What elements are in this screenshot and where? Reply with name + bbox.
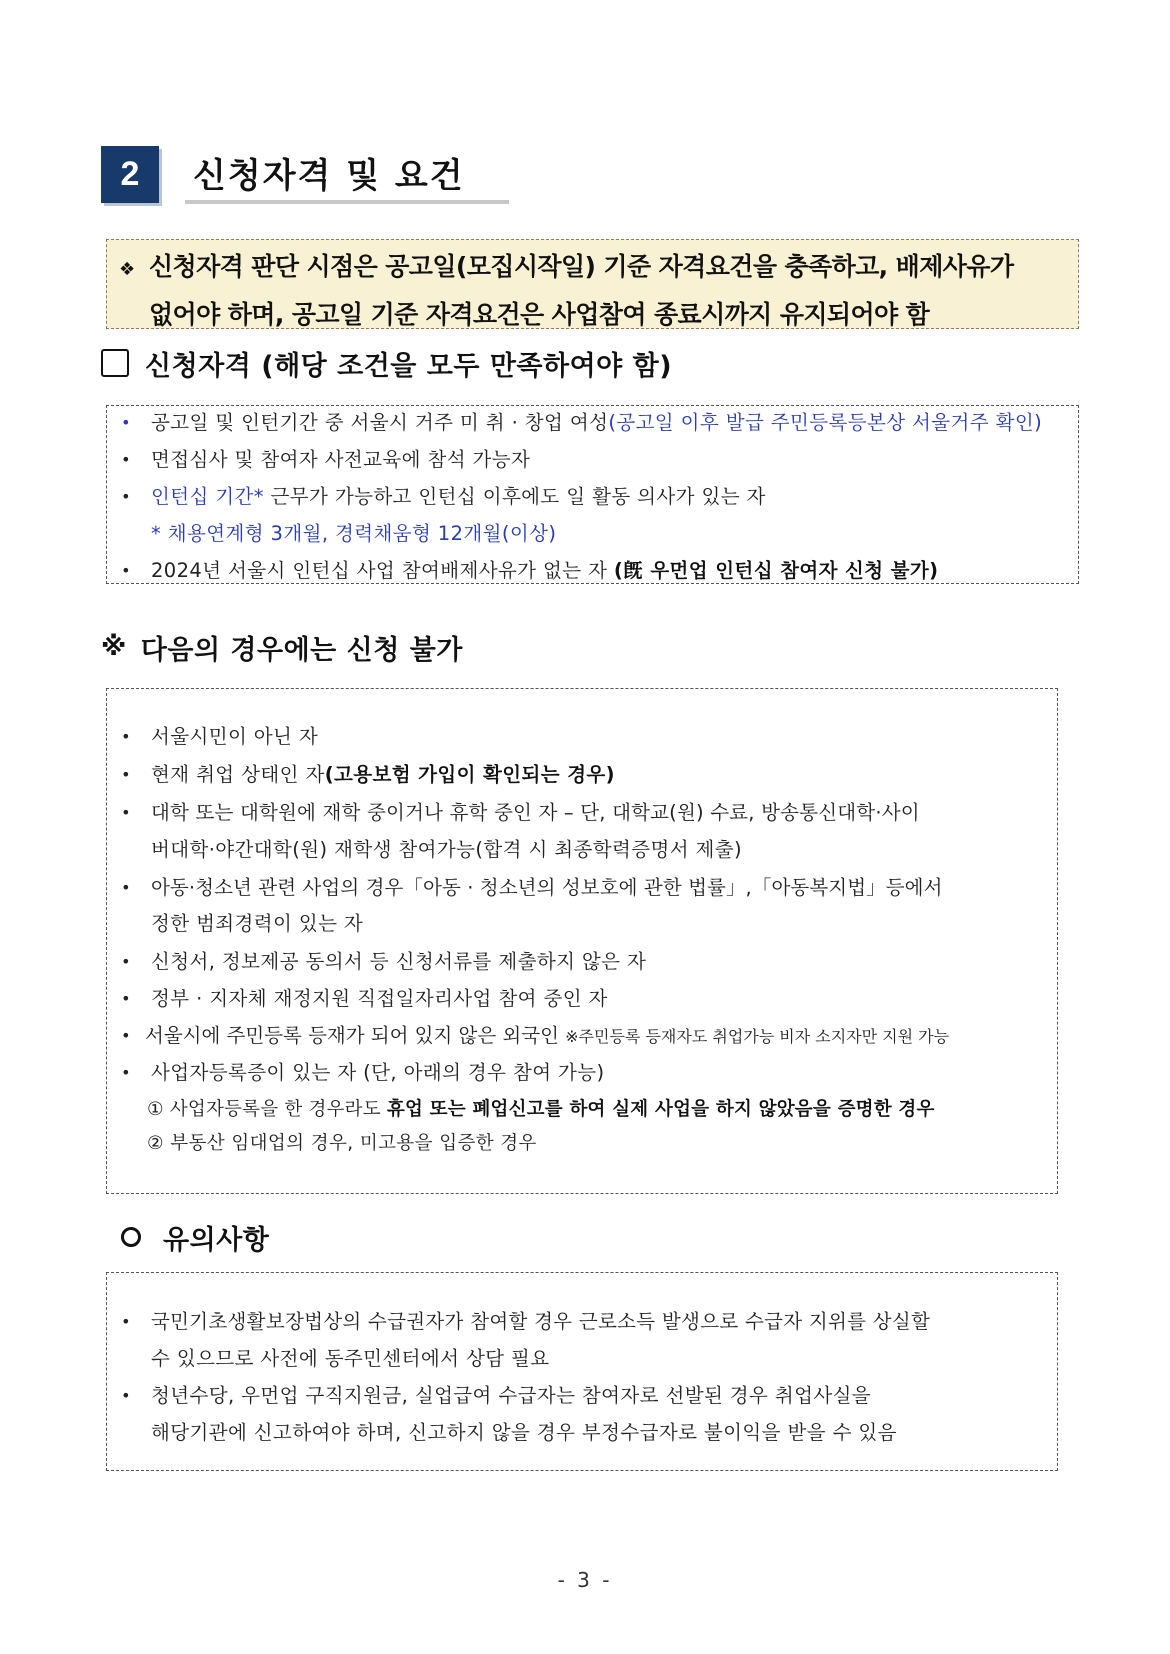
ineligible-box bbox=[106, 688, 1058, 1194]
bullet-icon: • bbox=[121, 878, 131, 897]
bullet-icon: • bbox=[121, 952, 131, 971]
bullet-icon: • bbox=[121, 1312, 131, 1331]
item-note: ※주민등록 등재자도 취업가능 비자 소지자만 지원 가능 bbox=[565, 1027, 950, 1046]
list-item-text bbox=[147, 1095, 935, 1125]
item-highlight: 인턴십 기간* bbox=[151, 485, 264, 508]
list-item-text: 정한 범죄경력이 있는 자 bbox=[151, 912, 364, 935]
list-item-text bbox=[151, 760, 615, 790]
list-item-text bbox=[151, 408, 1042, 438]
list-item-text bbox=[151, 482, 766, 512]
cautions-box bbox=[106, 1272, 1058, 1471]
section-title: 신청자격 및 요건 bbox=[193, 155, 465, 196]
list-item-text: 사업자등록증이 있는 자 (단, 아래의 경우 참여 가능) bbox=[151, 1061, 605, 1084]
reference-mark-icon: ※ bbox=[101, 632, 127, 662]
item-text: 2024년 서울시 인턴십 사업 참여배제사유가 없는 자 bbox=[151, 559, 614, 582]
list-item-text: 면접심사 및 참여자 사전교육에 참석 가능자 bbox=[151, 448, 531, 471]
cautions-heading bbox=[101, 1217, 269, 1257]
bullet-icon: • bbox=[121, 413, 131, 432]
item-emphasis: (旣 우먼업 인턴십 참여자 신청 불가) bbox=[613, 559, 939, 582]
cautions-heading-text: 유의사항 bbox=[163, 1224, 270, 1256]
bullet-icon: • bbox=[121, 727, 131, 746]
item-note: (공고일 이후 발급 주민등록등본상 서울거주 확인) bbox=[608, 411, 1043, 434]
bullet-icon: • bbox=[121, 561, 131, 580]
list-item-text: ② 부동산 임대업의 경우, 미고용을 입증한 경우 bbox=[147, 1133, 537, 1154]
item-text: 근무가 가능하고 인턴십 이후에도 일 활동 의사가 있는 자 bbox=[263, 485, 766, 508]
item-text: 현재 취업 상태인 자 bbox=[151, 763, 325, 786]
eligibility-heading bbox=[101, 343, 672, 383]
list-item-text bbox=[145, 1021, 949, 1052]
list-item-text: 버대학·야간대학(원) 재학생 참여가능(합격 시 최종학력증명서 제출) bbox=[151, 838, 743, 861]
item-text: ① 사업자등록을 한 경우라도 bbox=[147, 1099, 387, 1120]
bullet-icon: • bbox=[121, 803, 131, 822]
diamond-bullet-icon: ❖ bbox=[119, 259, 135, 280]
item-text: 공고일 및 인턴기간 중 서울시 거주 미 취 · 창업 여성 bbox=[151, 411, 609, 434]
ineligible-heading-text: 다음의 경우에는 신청 불가 bbox=[140, 634, 463, 666]
section-title-underline bbox=[185, 145, 509, 204]
list-item-text: 신청서, 정보제공 동의서 등 신청서류를 제출하지 않은 자 bbox=[151, 950, 647, 973]
circle-bullet-icon bbox=[121, 1227, 141, 1247]
list-item-text: 아동·청소년 관련 사업의 경우「아동 · 청소년의 성보호에 관한 법률」,「아동복지법」등에서 bbox=[151, 876, 943, 899]
ineligible-heading bbox=[101, 627, 463, 667]
list-item-text: 청년수당, 우먼업 구직지원금, 실업급여 수급자는 참여자로 선발된 경우 취업사실을 bbox=[151, 1384, 872, 1407]
list-item-text: 국민기초생활보장법상의 수급권자가 참여할 경우 근로소득 발생으로 수급자 지위를 상실할 bbox=[151, 1310, 931, 1333]
list-item-text: 서울시민이 아닌 자 bbox=[151, 725, 319, 748]
bullet-icon: • bbox=[121, 450, 131, 469]
eligibility-box bbox=[106, 405, 1079, 584]
list-item-text: 해당기관에 신고하여야 하며, 신고하지 않을 경우 부정수급자로 불이익을 받을 수 있음 bbox=[151, 1421, 897, 1444]
list-item-text: 수 있으므로 사전에 동주민센터에서 상담 필요 bbox=[151, 1347, 550, 1370]
list-item-text: 정부 · 지자체 재정지원 직접일자리사업 참여 중인 자 bbox=[151, 987, 608, 1010]
eligibility-heading-text: 신청자격 (해당 조건을 모두 만족하여야 함) bbox=[145, 350, 673, 382]
item-text: 서울시에 주민등록 등재가 되어 있지 않은 외국인 bbox=[145, 1024, 566, 1047]
page-number: - 3 - bbox=[557, 1568, 613, 1592]
item-emphasis: 휴업 또는 폐업신고를 하여 실제 사업을 하지 않았음을 증명한 경우 bbox=[386, 1099, 935, 1120]
bullet-icon: • bbox=[121, 989, 131, 1008]
bullet-icon: • bbox=[121, 1063, 131, 1082]
notice-line-1 bbox=[119, 244, 1066, 292]
notice-text-1: 신청자격 판단 시점은 공고일(모집시작일) 기준 자격요건을 충족하고, 배제사유가 bbox=[149, 252, 1014, 281]
bullet-icon: • bbox=[121, 487, 131, 506]
list-item-text bbox=[151, 556, 938, 586]
list-item-text: 대학 또는 대학원에 재학 중이거나 휴학 중인 자 – 단, 대학교(원) 수료, 방송통신대학·사이 bbox=[151, 801, 920, 824]
footnote-text: * 채용연계형 3개월, 경력채움형 12개월(이상) bbox=[151, 522, 557, 545]
bullet-icon: • bbox=[121, 1386, 131, 1405]
item-emphasis: (고용보험 가입이 확인되는 경우) bbox=[324, 763, 615, 786]
bullet-icon: • bbox=[121, 1026, 131, 1045]
section-header bbox=[101, 145, 509, 203]
bullet-icon: • bbox=[121, 765, 131, 784]
notice-line-2: 없어야 하며, 공고일 기준 자격요건은 사업참여 종료시까지 유지되어야 함 bbox=[149, 300, 930, 329]
notice-box bbox=[106, 239, 1079, 329]
section-number-badge: 2 bbox=[101, 146, 159, 203]
checkbox-icon bbox=[101, 349, 129, 377]
